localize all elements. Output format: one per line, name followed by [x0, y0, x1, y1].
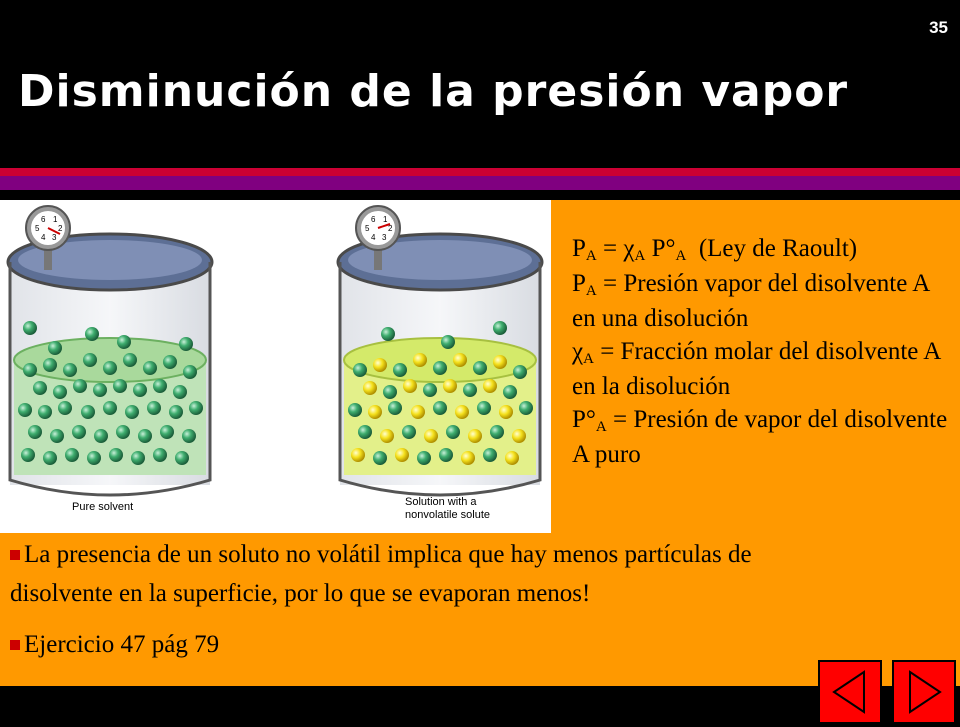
caption-solution-line2: nonvolatile solute	[405, 509, 491, 521]
triangle-right-icon	[894, 662, 954, 722]
svg-text:4: 4	[41, 233, 46, 242]
caption-solution-line1: Solution with a	[405, 496, 477, 508]
svg-text:6: 6	[371, 215, 376, 224]
bullet-square-icon	[10, 640, 20, 650]
def-vapor-pressure: $P_A$ = Presión vapor del disolvente A en una disolución	[572, 269, 929, 332]
svg-text:5: 5	[365, 224, 370, 233]
raoult-definitions	[572, 232, 952, 472]
slide-title: Disminución de la presión vapor	[18, 66, 849, 117]
def-mole-fraction: $\chi_A$ = Fracción molar del disolvente A en la disolución	[572, 338, 940, 401]
bullet-item: Ejercicio 47 pág 79	[10, 626, 840, 665]
triangle-left-icon	[820, 662, 880, 722]
svg-text:3: 3	[52, 233, 57, 242]
svg-text:2: 2	[58, 224, 63, 233]
def-pure-vapor-pressure: $P^\circ_A$ = Presión de vapor del disolvente A puro	[572, 406, 948, 469]
solution-beaker	[338, 206, 542, 521]
previous-slide-button[interactable]	[818, 660, 882, 724]
svg-text:1: 1	[53, 215, 58, 224]
beaker-figure	[0, 200, 551, 533]
bottom-bullets	[10, 536, 840, 664]
svg-text:5: 5	[35, 224, 40, 233]
svg-text:3: 3	[382, 233, 387, 242]
caption-pure-solvent: Pure solvent	[72, 501, 134, 513]
pure-solvent-beaker	[8, 206, 212, 513]
beaker-illustration	[0, 200, 551, 533]
svg-text:4: 4	[371, 233, 376, 242]
stripe-red	[0, 168, 960, 176]
stripe-gap	[0, 190, 960, 200]
bottom-bar	[0, 686, 960, 720]
svg-text:6: 6	[41, 215, 46, 224]
next-slide-button[interactable]	[892, 660, 956, 724]
bullet-square-icon	[10, 550, 20, 560]
bullet-item: La presencia de un soluto no volátil implica que hay menos partículas de disolvente en la superficie, por lo que se evaporan menos!	[10, 541, 752, 607]
svg-text:2: 2	[388, 224, 393, 233]
svg-text:1: 1	[383, 215, 388, 224]
slide-number: 35	[929, 18, 948, 37]
raoult-equation: $P_A = \chi_A$ $P^\circ_A$ (Ley de Raoult)	[572, 235, 858, 264]
stripe-purple	[0, 176, 960, 190]
